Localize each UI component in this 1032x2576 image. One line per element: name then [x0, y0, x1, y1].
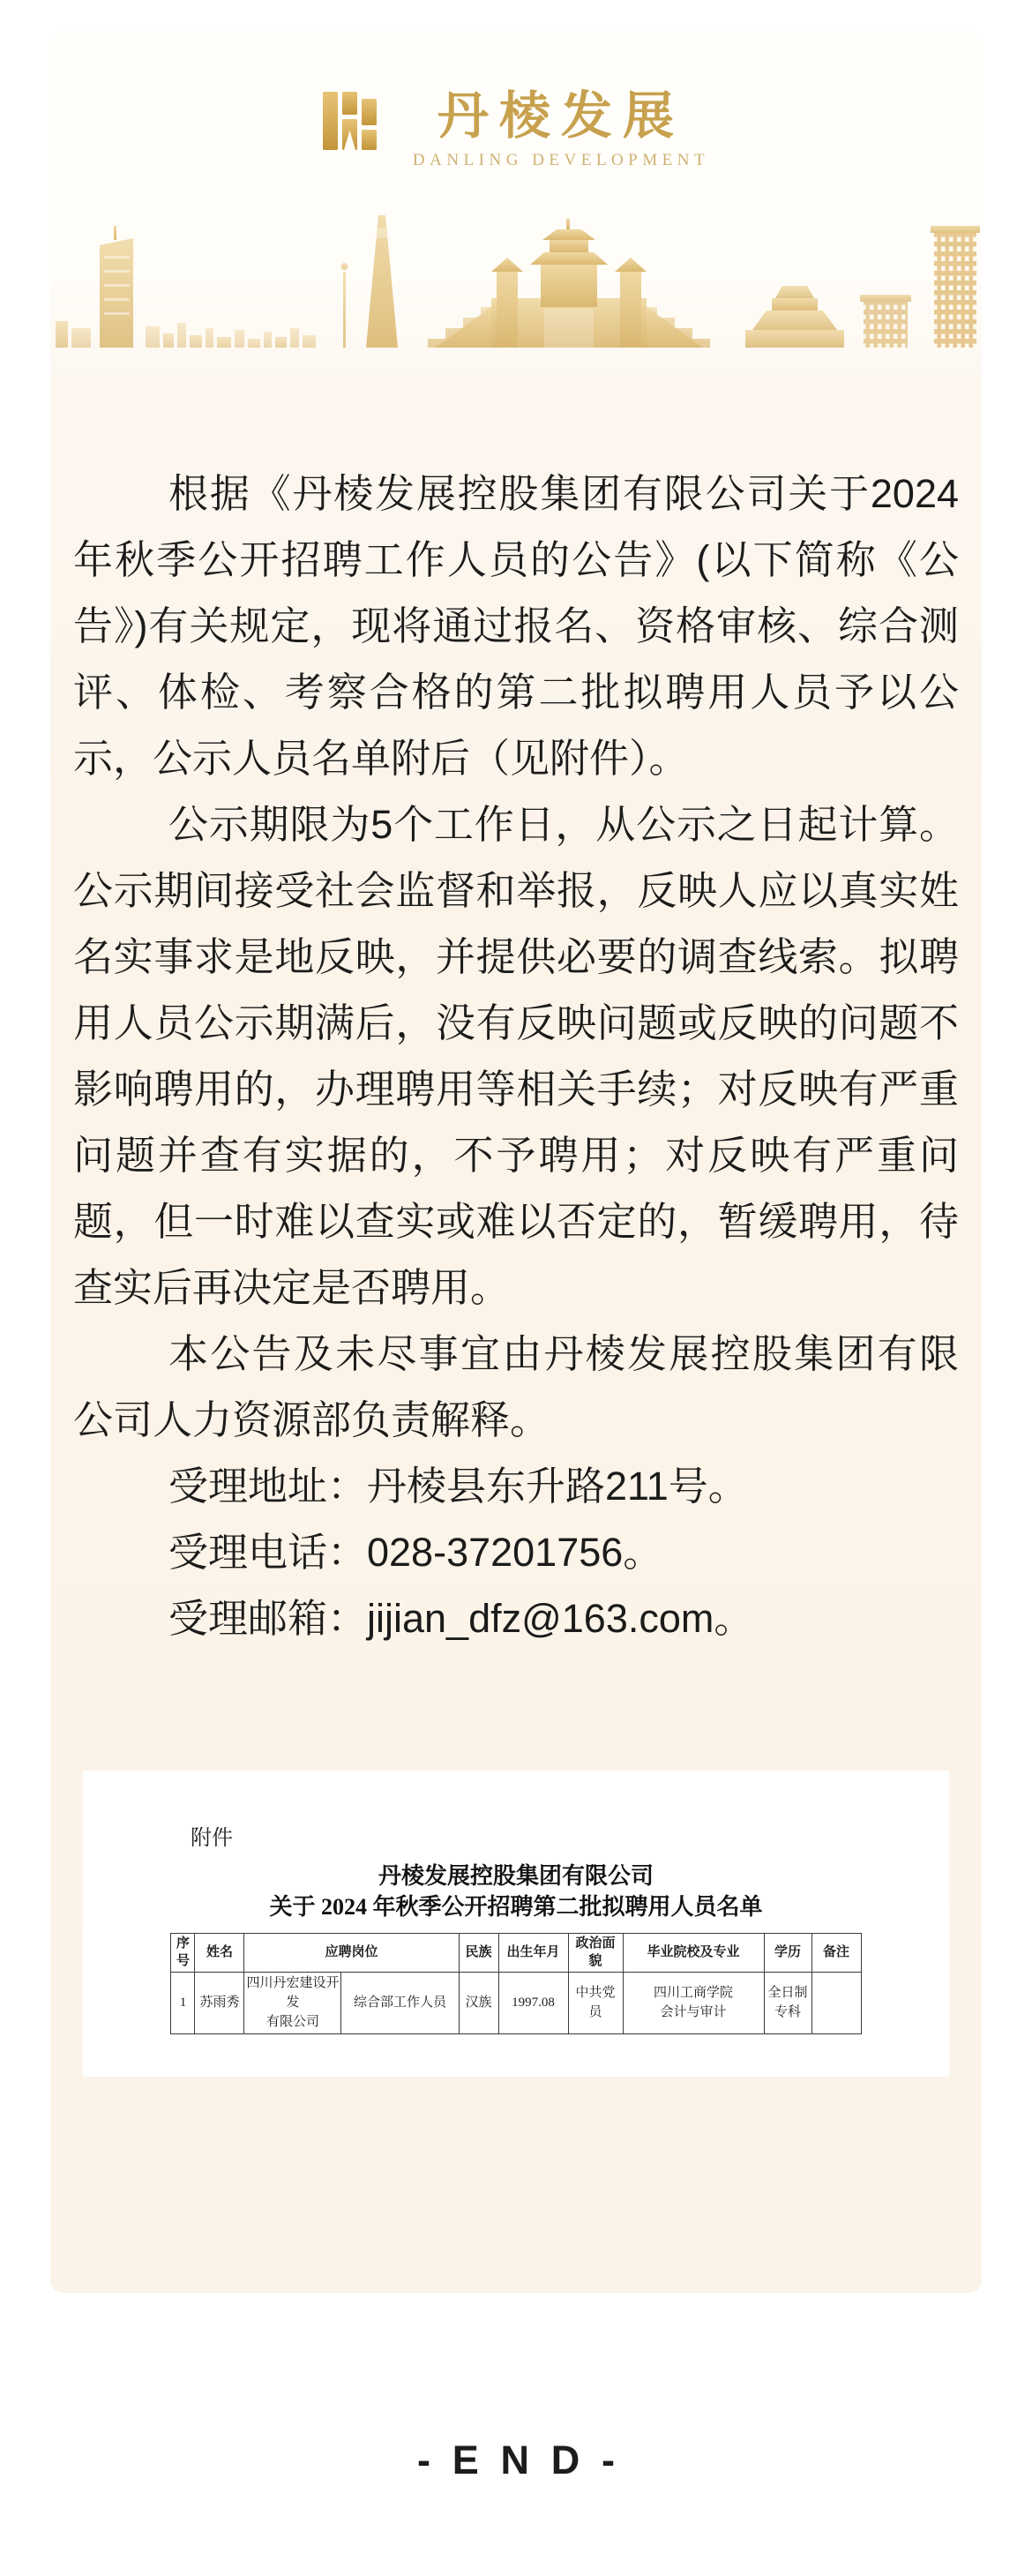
cell-company	[244, 1973, 341, 2034]
header-degree: 学历	[764, 1934, 811, 1973]
cell-name: 苏雨秀	[195, 1973, 244, 2034]
brand-subtitle: DANLING DEVELOPMENT	[412, 150, 710, 169]
paragraph-3: 本公告及未尽事宜由丹棱发展控股集团有限公司人力资源部负责解释。	[73, 1331, 959, 1442]
city-skyline-illustration	[50, 215, 982, 348]
end-marker: -END-	[417, 2437, 637, 2483]
header-birth: 出生年月	[498, 1934, 568, 1973]
brand-row	[50, 30, 982, 170]
header-ethnicity: 民族	[459, 1934, 498, 1973]
attachment-title-line2: 关于 2024 年秋季公开招聘第二批拟聘用人员名单	[269, 1894, 763, 1920]
cell-degree-line1: 全日制	[767, 1985, 808, 2000]
header-political: 政治面貌	[568, 1934, 623, 1973]
attachment-document	[83, 1771, 949, 2077]
announcement-body	[50, 383, 982, 2293]
cell-political: 中共党员	[568, 1973, 623, 2034]
cell-school-line1: 四川工商学院	[653, 1985, 733, 2000]
cell-degree-line2: 专科	[774, 2004, 801, 2019]
header-name: 姓名	[195, 1934, 244, 1973]
brand-name: 丹棱发展	[437, 87, 684, 145]
announcement-card	[50, 30, 982, 2293]
header-position: 应聘岗位	[244, 1934, 459, 1973]
cell-school-line2: 会计与审计	[660, 2004, 727, 2019]
attachment-label: 附件	[191, 1826, 233, 1850]
cell-degree	[764, 1973, 811, 2034]
cell-ethnicity: 汉族	[459, 1973, 498, 2034]
header-index: 序号	[171, 1934, 195, 1973]
cell-position: 综合部工作人员	[341, 1973, 459, 2034]
hire-roster-table	[170, 1933, 861, 2034]
cell-company-line2: 有限公司	[265, 2014, 319, 2029]
table-header-row	[171, 1934, 861, 1973]
contact-email: 受理邮箱：jijian_dfz@163.com。	[168, 1596, 754, 1641]
danling-logo-icon	[323, 90, 381, 155]
attachment-title-line1: 丹棱发展控股集团有限公司	[378, 1863, 654, 1889]
cell-company-line1: 四川丹宏建设开发	[246, 1976, 340, 2010]
cell-index: 1	[171, 1973, 195, 2034]
table-row	[171, 1973, 861, 2034]
paragraph-2: 公示期限为5个工作日，从公示之日起计算。公示期间接受社会监督和举报，反映人应以真实姓名实事求是地反映，并提供必要的调查线索。拟聘用人员公示期满后，没有反映问题或反映的问题不影响聘用的，办理聘用等相关手续；对反映有严重问题并查有实据的，不予聘用；对反映有严重问题，但一时难以查实或难以否定的，暂缓聘用，待查实后再决定是否聘用。	[73, 802, 959, 1310]
header-school: 毕业院校及专业	[623, 1934, 764, 1973]
paragraph-1: 根据《丹棱发展控股集团有限公司关于2024年秋季公开招聘工作人员的公告》(以下简称《公告》)有关规定，现将通过报名、资格审核、综合测评、体检、考察合格的第二批拟聘用人员予以公示，公示人员名单附后（见附件）。	[73, 471, 959, 781]
cell-school	[623, 1973, 764, 2034]
cell-remark	[811, 1973, 861, 2034]
header-remark: 备注	[811, 1934, 861, 1973]
brand-text	[412, 87, 710, 170]
cell-birth: 1997.08	[498, 1973, 568, 2034]
contact-address: 受理地址：丹棱县东升路211号。	[168, 1464, 748, 1509]
contact-phone: 受理电话：028-37201756。	[168, 1530, 663, 1575]
brand-header	[50, 30, 982, 383]
